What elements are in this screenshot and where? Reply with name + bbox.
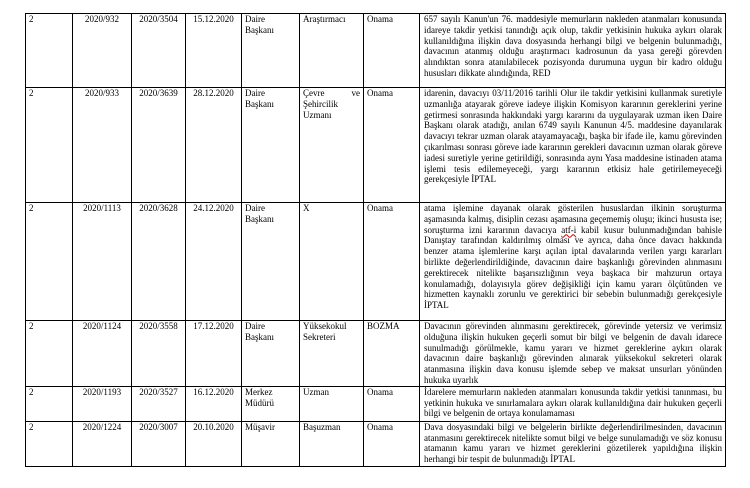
table-row	[26, 321, 726, 387]
esas-no-cell: 2020/933	[73, 88, 132, 203]
karar-no-cell: 2020/3527	[132, 386, 186, 421]
previous-position-cell: Daire Başkanı	[242, 14, 300, 88]
karar-no-cell: 2020/3558	[132, 321, 186, 387]
decision-date-cell: 24.12.2020	[186, 203, 242, 321]
esas-no-cell: 2020/1124	[73, 321, 132, 387]
esas-no-cell: 2020/1113	[73, 203, 132, 321]
row-number-cell: 2	[26, 88, 73, 203]
decision-date-cell: 20.10.2020	[186, 421, 242, 466]
row-number-cell: 2	[26, 386, 73, 421]
decision-date-cell: 16.12.2020	[186, 386, 242, 421]
previous-position-cell: Daire Başkanı	[242, 203, 300, 321]
esas-no-cell: 2020/932	[73, 14, 132, 88]
karar-no-cell: 2020/3504	[132, 14, 186, 88]
decision-date-cell: 28.12.2020	[186, 88, 242, 203]
table-row	[26, 14, 726, 88]
decisions-table	[25, 13, 726, 467]
row-number-cell: 2	[26, 321, 73, 387]
decision-date-cell: 17.12.2020	[186, 321, 242, 387]
verdict-cell: Onama	[364, 421, 420, 466]
previous-position-cell: Daire Başkanı	[242, 88, 300, 203]
decision-summary-cell: Dava dosyasındaki bilgi ve belgelerin birlikte değerlendirilmesinden, davacının atanmasını gerektirecek nitelikte somut bilgi ve belge sunulamadığı ve söz konusu atamanın kamu yararı ve hizmet gereklerini gözetilerek yapıldığına ilişkin herhangi bir tespit de bulunmadığı İPTAL	[420, 421, 726, 466]
new-position-cell: Başuzman	[300, 421, 364, 466]
previous-position-cell: Daire Başkanı	[242, 321, 300, 387]
esas-no-cell: 2020/1224	[73, 421, 132, 466]
spellcheck-flagged-word: atf-i	[561, 224, 577, 235]
verdict-cell: BOZMA	[364, 321, 420, 387]
table-row	[26, 386, 726, 421]
table-row	[26, 88, 726, 203]
decision-summary-cell: İdarelere memurların nakleden atanmaları konusunda takdir yetkisi tanınması, bu yetkinin hukuka ve sınırlamalara aykırı olarak kullanıldığına dair hukuken geçerli bilgi ve belgenin de ortaya konulamaması	[420, 386, 726, 421]
new-position-cell: Yüksekokul Sekreteri	[300, 321, 364, 387]
new-position-cell: Araştırmacı	[300, 14, 364, 88]
new-position-cell: X	[300, 203, 364, 321]
verdict-cell: Onama	[364, 203, 420, 321]
new-position-cell: Uzman	[300, 386, 364, 421]
row-number-cell: 2	[26, 421, 73, 466]
table-row	[26, 421, 726, 466]
previous-position-cell: Merkez Müdürü	[242, 386, 300, 421]
summary-text: kabil kusur bulunmadığından bahisle Danıştay tarafından kaldırılmış olması ve ayrıca, daha önce davacı hakkında benzer atama işlemlerine karşı açılan iptal davalarında verilen yargı kararları birlikte değerlendirildiğinde, davacının daire başkanlığı görevinden alınmasını gerektirecek nitelikte başarısızlığının veya başkaca bir mahzurun ortaya konulamadığı, dolayısıyla görev değişikliği için kamu yararı ölçütünden ve hizmetten kaynaklı zorunlu ve gerektirici bir sebebin bulunmadığı gerekçesiyle İPTAL	[424, 224, 722, 311]
decision-summary-cell: Davacının görevinden alınmasını gerektirecek, görevinde yetersiz ve verimsiz olduğuna ilişkin hukuken geçerli somut bir bilgi ve belgenin de davalı idarece sunulmadığı görülmekle, kamu yararı ve hizmet gereklerine aykırı olarak davacının daire başkanlığı görevinden alınarak yüksekokul sekreteri olarak atanmasına ilişkin dava konusu işlemde sebep ve maksat unsurları yönünden hukuka uyarlık	[420, 321, 726, 387]
row-number-cell: 2	[26, 203, 73, 321]
decision-summary-cell	[420, 203, 726, 321]
esas-no-cell: 2020/1193	[73, 386, 132, 421]
previous-position-cell: Müşavir	[242, 421, 300, 466]
decision-summary-cell: 657 sayılı Kanun'un 76. maddesiyle memurların nakleden atanmaları konusunda idareye takdir yetkisi tanındığı açık olup, takdir yetkisinin hukuka aykırı olarak kullanıldığına ilişkin dava dosyasında herhangi bilgi ve belgenin bulunmadığı, davacının atanmış olduğu araştırmacı kadrosunun da yasa gereği görevden alındıktan sonra atanılabilecek pozisyonda durumuna uygun bir kadro olduğu hususları dikkate alındığında, RED	[420, 14, 726, 88]
decision-summary-cell: idarenin, davacıyı 03/11/2016 tarihli Olur ile takdir yetkisini kullanmak suretiyle uzmanlığa atayarak göreve iadeye ilişkin Komisyon kararının gereklerini yerine getirmesi sonrasında hakkındaki yargı kararını da uygulayarak uzman iken Daire Başkanı olarak atadığı, anılan 6749 sayılı Kanunun 4/5. maddesine dayanılarak davacıyı tekrar uzman olarak atayamayacağı, başka bir ifade ile, kamu görevinden çıkarılması sonrası göreve iade kararının gerekleri davacının uzman olarak göreve iadesi suretiyle yerine getirildiği, sonrasında aynı Yasa maddesine istinaden atama işlemi tesis edilemeyeceği, yargı kararının etkisiz hale getirilemeyeceği gerekçesiyle İPTAL	[420, 88, 726, 203]
karar-no-cell: 2020/3639	[132, 88, 186, 203]
verdict-cell: Onama	[364, 386, 420, 421]
karar-no-cell: 2020/3628	[132, 203, 186, 321]
table-row	[26, 203, 726, 321]
verdict-cell: Onama	[364, 14, 420, 88]
karar-no-cell: 2020/3007	[132, 421, 186, 466]
summary-text: atama işlemine dayanak olarak gösterilen hususlardan ilkinin soruşturma aşamasında kalmış, disiplin cezası aşamasına geçememiş oluşu; ikinci hususta ise; soruşturma izni kararının davacıya	[424, 203, 722, 235]
row-number-cell: 2	[26, 14, 73, 88]
new-position-cell: Çevre ve Şehircilik Uzmanı	[300, 88, 364, 203]
decision-date-cell: 15.12.2020	[186, 14, 242, 88]
verdict-cell: Onama	[364, 88, 420, 203]
